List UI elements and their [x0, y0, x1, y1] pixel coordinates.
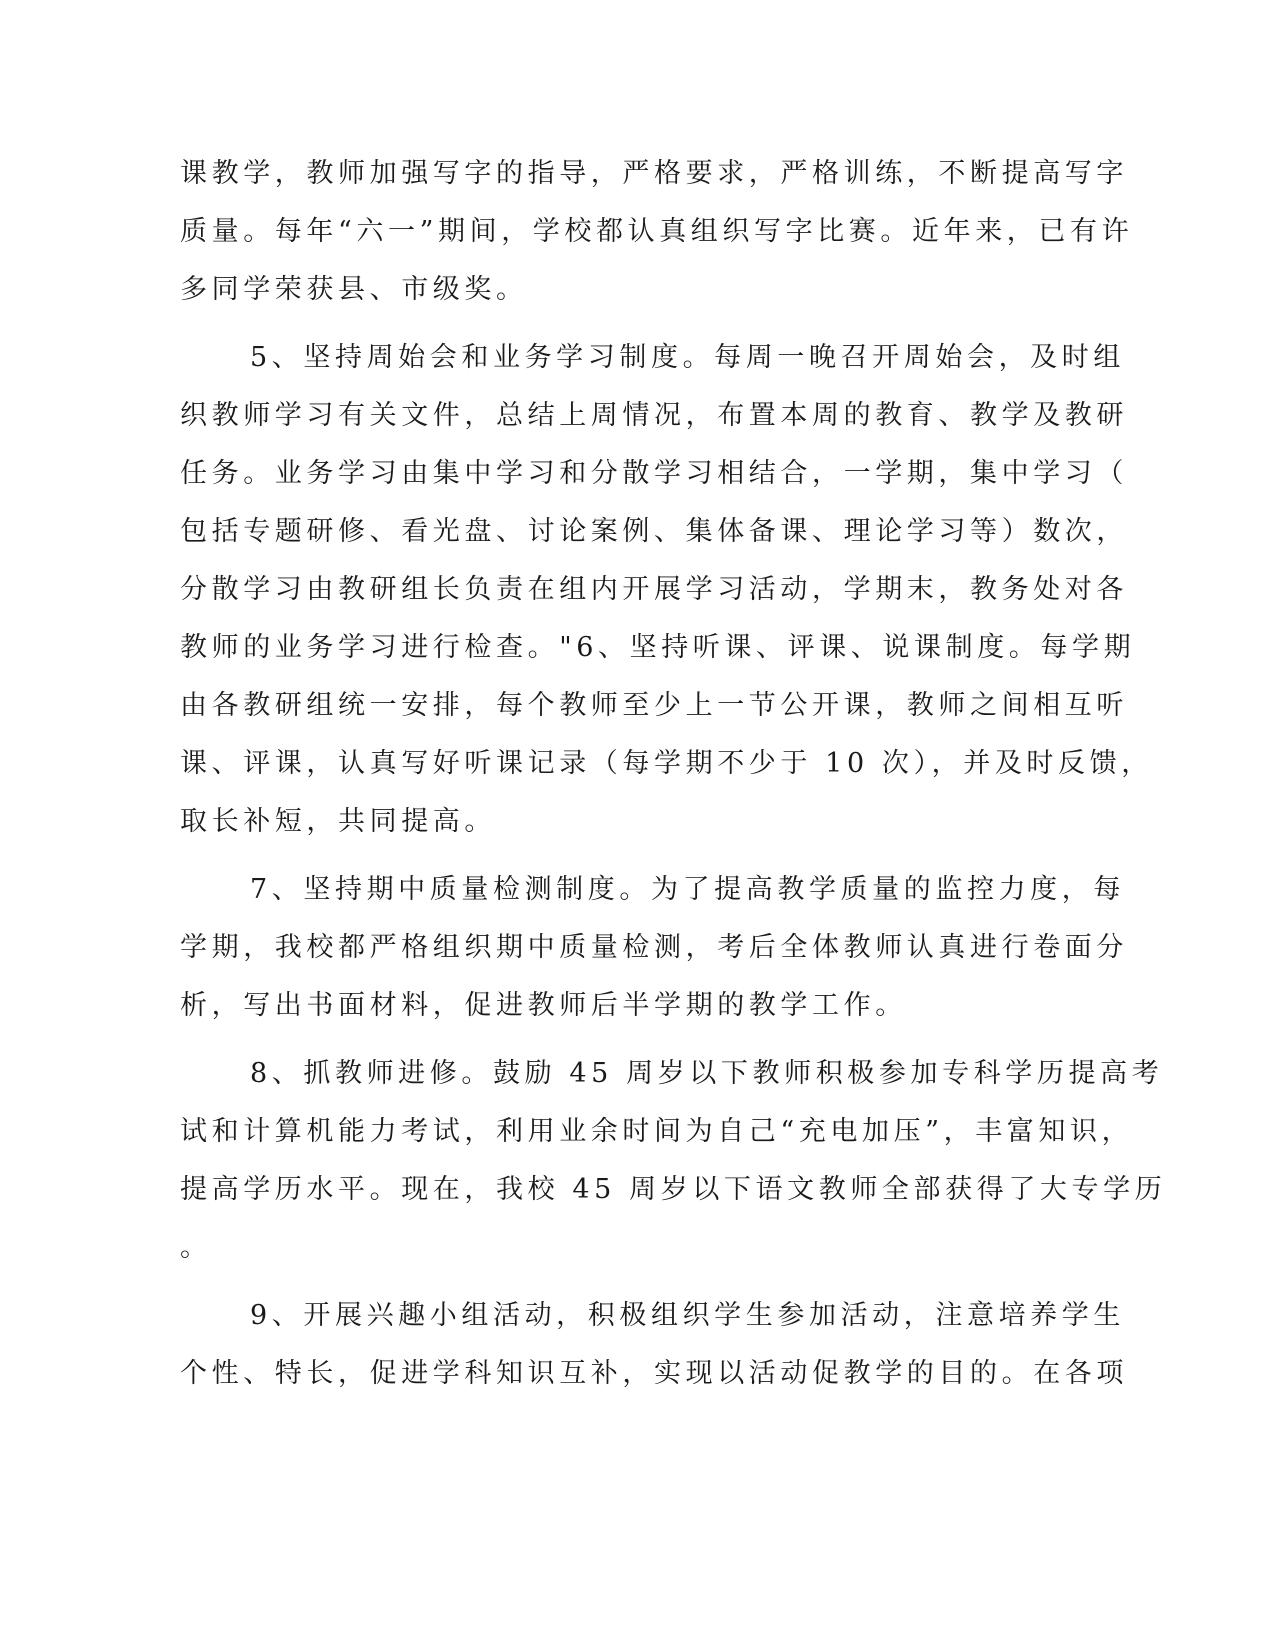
text-line: 教师的业务学习进行检查。"6、坚持听课、评课、说课制度。每学期 [180, 632, 1136, 663]
text-line: 学期，我校都严格组织期中质量检测，考后全体教师认真进行卷面分 [180, 932, 1128, 963]
text-line: 任务。业务学习由集中学习和分散学习相结合，一学期，集中学习（ [180, 458, 1128, 489]
text-line: 课教学，教师加强写字的指导，严格要求，严格训练，不断提高写字 [180, 158, 1128, 189]
text-line: 取长补短，共同提高。 [180, 806, 496, 837]
text-line: 。 [180, 1232, 212, 1263]
text-line: 个性、特长，促进学科知识互补，实现以活动促教学的目的。在各项 [180, 1358, 1128, 1389]
text-line: 试和计算机能力考试，利用业余时间为自己“充电加压”，丰富知识， [180, 1116, 1134, 1147]
paragraph-first-line: 8、抓教师进修。鼓励 45 周岁以下教师积极参加专科学历提高考 [250, 1058, 1164, 1089]
text-line: 由各教研组统一安排，每个教师至少上一节公开课，教师之间相互听 [180, 690, 1128, 721]
paragraph-first-line: 5、坚持周始会和业务学习制度。每周一晚召开周始会，及时组 [250, 342, 1125, 373]
text-line: 提高学历水平。现在，我校 45 周岁以下语文教师全部获得了大专学历 [180, 1174, 1167, 1205]
paragraph-first-line: 7、坚持期中质量检测制度。为了提高教学质量的监控力度，每 [250, 874, 1125, 905]
text-line: 织教师学习有关文件，总结上周情况，布置本周的教育、教学及教研 [180, 400, 1128, 431]
text-line: 多同学荣获县、市级奖。 [180, 274, 528, 305]
text-line: 分散学习由教研组长负责在组内开展学习活动，学期末，教务处对各 [180, 574, 1128, 605]
text-line: 包括专题研修、看光盘、讨论案例、集体备课、理论学习等）数次， [180, 516, 1128, 547]
paragraph-first-line: 9、开展兴趣小组活动，积极组织学生参加活动，注意培养学生 [250, 1300, 1125, 1331]
text-line: 课、评课，认真写好听课记录（每学期不少于 10 次），并及时反馈， [180, 748, 1153, 779]
text-line: 析，写出书面材料，促进教师后半学期的教学工作。 [180, 990, 907, 1021]
text-line: 质量。每年“六一”期间，学校都认真组织写字比赛。近年来，已有许 [180, 216, 1134, 247]
